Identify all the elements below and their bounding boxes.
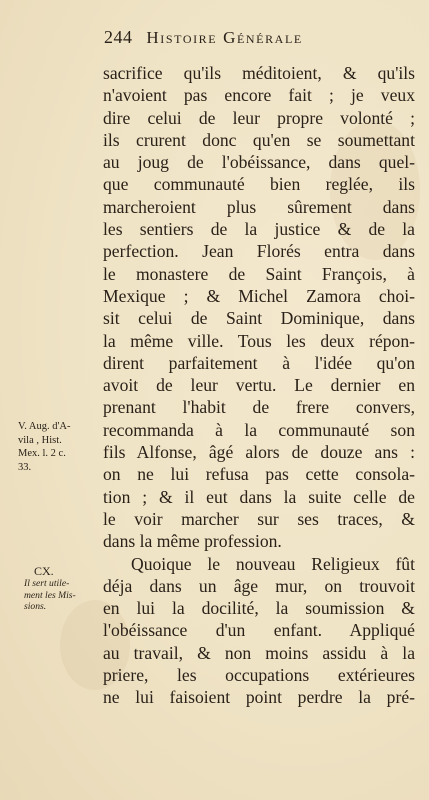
text-line: dire celui de leur propre volonté ; bbox=[103, 107, 415, 128]
text-line: ne lui faisoient point perdre la pré- bbox=[103, 687, 415, 708]
text-line: priere, les occupations extérieures bbox=[103, 665, 415, 686]
marginal-reference-line: Mex. l. 2 c. bbox=[18, 448, 66, 459]
section-note bbox=[24, 564, 100, 613]
text-line: n'avoient pas encore fait ; je veux bbox=[103, 85, 415, 106]
text-line: on ne lui refusa pas cette consola- bbox=[103, 464, 415, 485]
text-line: dirent parfaitement à l'idée qu'on bbox=[103, 352, 415, 373]
text-line: avoit de leur vertu. Le dernier en bbox=[103, 375, 415, 396]
text-line: au travail, & non moins assidu à la bbox=[103, 642, 415, 663]
text-line: les sentiers de la justice & de la bbox=[103, 219, 415, 240]
text-line: le voir marcher sur ses traces, & bbox=[103, 508, 415, 529]
text-line: tion ; & il eut dans la suite celle de bbox=[103, 486, 415, 507]
marginal-reference-line: vila , Hist. bbox=[18, 434, 62, 446]
body-text bbox=[103, 62, 415, 709]
text-line: dans la même profession. bbox=[103, 531, 282, 552]
text-line: au joug de l'obéissance, dans quel- bbox=[103, 152, 415, 173]
text-line: sit celui de Saint Dominique, dans bbox=[103, 308, 415, 329]
text-line: fils Alfonse, âgé alors de douze ans : bbox=[103, 442, 415, 463]
section-summary-line: Il sert utile- bbox=[24, 578, 70, 589]
section-number: CX. bbox=[34, 564, 54, 578]
text-line: perfection. Jean Florés entra dans bbox=[103, 241, 415, 262]
section-summary-line: sions. bbox=[24, 601, 47, 612]
page-number: 244 bbox=[104, 27, 133, 47]
text-line: en lui la docilité, la soumission & bbox=[103, 598, 415, 619]
text-line: prenant l'habit de frere convers, bbox=[103, 397, 415, 418]
section-summary-line: ment les Mis- bbox=[24, 589, 76, 601]
text-line: la même ville. Tous les deux répon- bbox=[103, 330, 415, 351]
text-line: marcheroient plus sûrement dans bbox=[103, 196, 415, 217]
running-header bbox=[104, 26, 404, 48]
marginal-reference-line: V. Aug. d'A- bbox=[18, 421, 71, 432]
marginal-reference-line: 33. bbox=[18, 461, 32, 473]
marginal-reference bbox=[18, 420, 100, 474]
text-line: recommanda à la communauté son bbox=[103, 419, 415, 440]
text-line: l'obéissance d'un enfant. Appliqué bbox=[103, 620, 415, 641]
text-line: Mexique ; & Michel Zamora choi- bbox=[103, 285, 415, 306]
text-line: ils crurent donc qu'en se soumettant bbox=[103, 129, 415, 150]
text-line: le monastere de Saint François, à bbox=[103, 263, 415, 284]
text-line: sacrifice qu'ils méditoient, & qu'ils bbox=[103, 63, 415, 83]
text-line: déja dans un âge mur, on trouvoit bbox=[103, 575, 415, 596]
running-title: Histoire Générale bbox=[146, 28, 303, 47]
text-line: Quoique le nouveau Religieux fût bbox=[131, 553, 415, 574]
text-line: que communauté bien reglée, ils bbox=[103, 174, 415, 195]
